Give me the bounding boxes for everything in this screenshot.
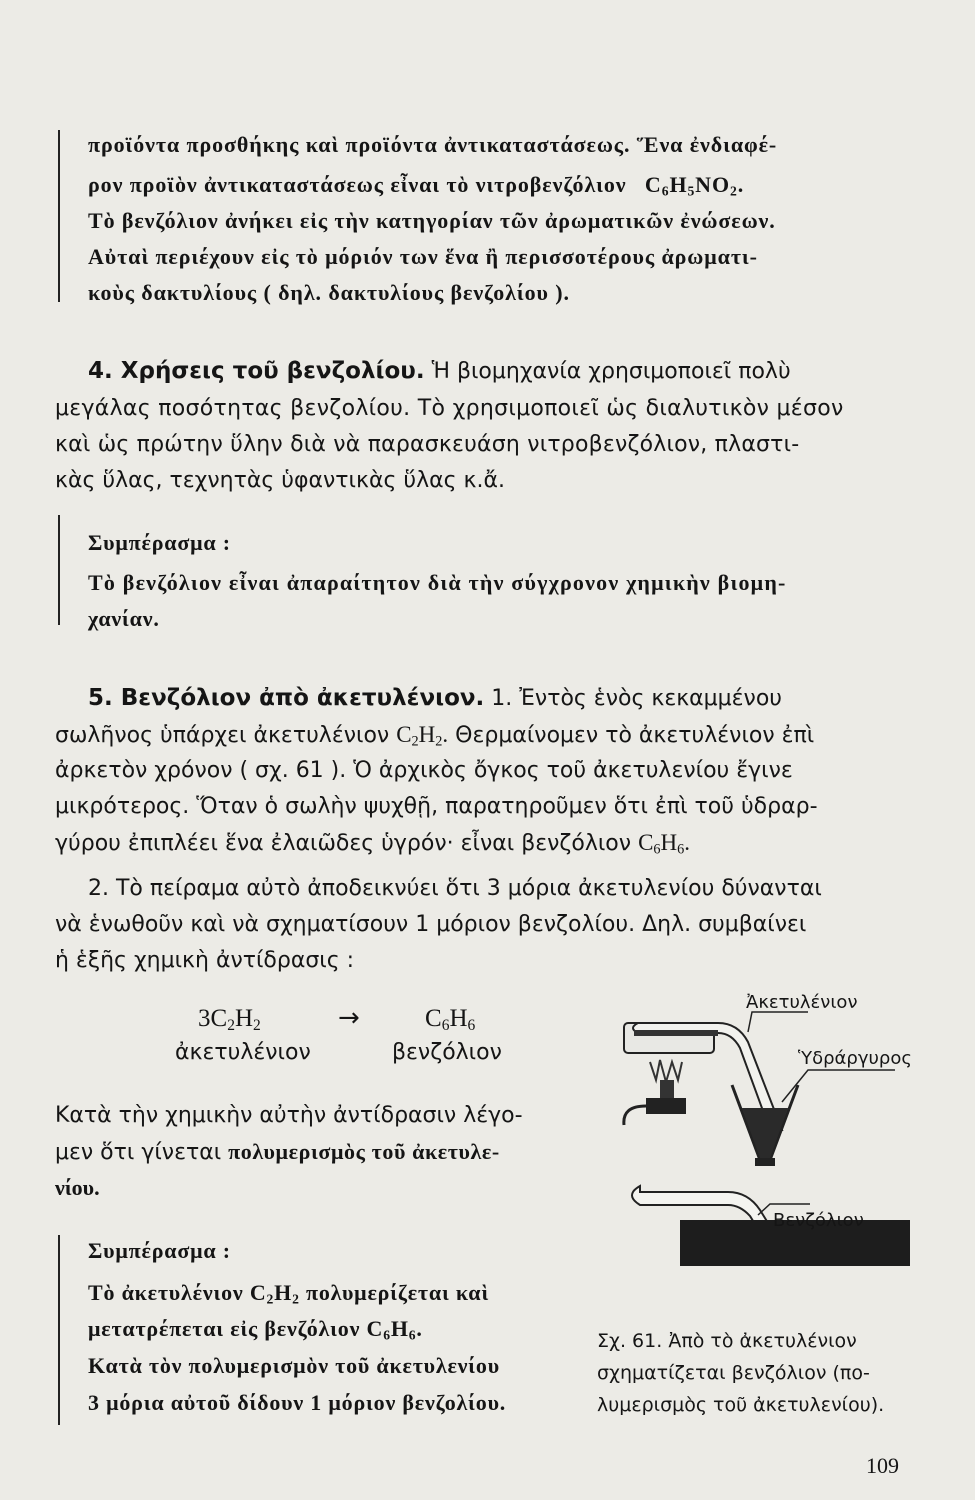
tube-body-dark <box>634 1030 718 1036</box>
conclusion1-line-1: Τὸ βενζόλιον εἶναι ἀπαραίτητον διὰ τὴν σύγχρονον χημικὴν βιομη- <box>88 570 787 595</box>
margin-bar-1 <box>58 130 60 302</box>
para1-line-4: Αὐταὶ περιέχουν εἰς τὸ μόριόν των ἕνα ἢ περισσοτέρους ἀρωματι- <box>88 244 758 269</box>
figure-caption-line-3: λυμερισμὸς τοῦ ἀκετυλενίου). <box>597 1394 885 1416</box>
acetylene-formula: $C_2H_2$. <box>396 722 449 750</box>
para1-line-2 <box>88 172 744 198</box>
nitrobenzene-formula: $C_6H_5NO_2$. <box>644 172 745 199</box>
burner-pipe <box>624 1106 646 1125</box>
conclusion2-line-3: Κατὰ τὸν πολυμερισμὸν τοῦ ἀκετυλενίου <box>88 1353 500 1378</box>
flame <box>650 1060 682 1082</box>
figure-caption-line-1: Σχ. 61. Ἀπὸ τὸ ἀκετυλένιον <box>597 1330 857 1352</box>
margin-bar-2 <box>58 515 60 625</box>
burner-base <box>646 1098 686 1114</box>
conclusion1-line-2: χανίαν. <box>88 606 160 631</box>
section4-line-4: κὰς ὕλας, τεχνητὰς ὑφαντικὰς ὕλας κ.ἄ. <box>55 468 505 493</box>
leader-acetylene <box>748 1012 808 1032</box>
page-number: 109 <box>866 1453 899 1478</box>
para1-line-2-text: ρον προϊὸν ἀντικαταστάσεως εἶναι τὸ νιτροβενζόλιον <box>88 172 627 197</box>
para1-line-5: κοὺς δακτυλίους ( δηλ. δακτυλίους βενζολίου ). <box>88 280 570 305</box>
label-benzene: Βενζόλιον <box>773 1210 864 1231</box>
section5-line-1-text: 1. Ἐντὸς ἑνὸς κεκαμμένου <box>491 686 783 711</box>
conclusion2-line-2-text: μετατρέπεται εἰς βενζόλιον <box>88 1316 361 1341</box>
conclusion2-line-1 <box>88 1280 489 1306</box>
section5-p2-line-1: 2. Τὸ πείραμα αὐτὸ ἀποδεικνύει ὅτι 3 μόρια ἀκετυλενίου δύνανται <box>88 876 822 901</box>
burner-top <box>660 1080 674 1098</box>
conclusion1-label: Συμπέρασμα : <box>88 530 231 555</box>
section4-line-2: μεγάλας ποσότητας βενζολίου. Τὸ χρησιμοποιεῖ ὡς διαλυτικὸν μέσον <box>55 396 844 421</box>
reaction-right-label: βενζόλιον <box>392 1040 502 1065</box>
polymer-line-1: Κατὰ τὴν χημικὴν αὐτὴν ἀντίδρασιν λέγο- <box>55 1103 523 1128</box>
label-acetylene: Ἀκετυλένιον <box>746 992 858 1013</box>
figure-61-illustration <box>610 990 910 1270</box>
figure-caption-line-2: σχηματίζεται βενζόλιον (πο- <box>597 1362 870 1384</box>
section4-line-1 <box>88 358 791 384</box>
conclusion2-label: Συμπέρασμα : <box>88 1238 231 1263</box>
benzene-formula-inline: $C_6H_6$. <box>638 830 691 858</box>
polymer-line-2 <box>55 1139 500 1165</box>
section5-line-5 <box>55 830 690 856</box>
section5-line-2 <box>55 722 814 748</box>
reaction-left-label: ἀκετυλένιον <box>175 1040 311 1065</box>
section5-line-2-b: Θερμαίνομεν τὸ ἀκετυλένιον ἐπὶ <box>455 723 815 748</box>
label-mercury: Ὑδράργυρος <box>798 1048 912 1069</box>
conclusion2-line-1-a: Τὸ ἀκετυλένιον <box>88 1280 244 1305</box>
conclusion2-line-4: 3 μόρια αὐτοῦ δίδουν 1 μόριον βενζολίου. <box>88 1390 507 1415</box>
section5-line-4: μικρότερος. Ὅταν ὁ σωλὴν ψυχθῇ, παρατηροῦμεν ὅτι ἐπὶ τοῦ ὑδραρ- <box>55 794 818 819</box>
section5-line-1 <box>88 685 782 711</box>
para1-line-3: Τὸ βενζόλιον ἀνήκει εἰς τὴν κατηγορίαν τῶν ἀρωματικῶν ἐνώσεων. <box>88 208 776 233</box>
margin-bar-3 <box>58 1235 60 1425</box>
conclusion2-acetylene-formula: $C_2H_2$ <box>249 1280 300 1307</box>
section4-line-1-text: Ἡ βιομηχανία χρησιμοποιεῖ πολὺ <box>431 359 791 384</box>
polymer-line-3: νίου. <box>55 1175 100 1200</box>
conclusion2-line-2 <box>88 1316 423 1342</box>
reaction-left-formula: $3C_2H_2$ <box>198 1005 261 1034</box>
section5-p2-line-2: νὰ ἑνωθοῦν καὶ νὰ σχηματίσουν 1 μόριον βενζολίου. Δηλ. συμβαίνει <box>55 912 807 937</box>
section5-heading: 5. Βενζόλιον ἀπὸ ἀκετυλένιον. <box>88 685 485 711</box>
section5-p2-line-3: ἡ ἑξῆς χημικὴ ἀντίδρασις : <box>55 948 355 973</box>
section4-heading: 4. Χρήσεις τοῦ βενζολίου. <box>88 358 425 384</box>
section5-line-2-a: σωλῆνος ὑπάρχει ἀκετυλένιον <box>55 723 390 748</box>
section4-line-3: καὶ ὡς πρώτην ὕλην διὰ νὰ παρασκευάση νιτροβενζόλιον, πλαστι- <box>55 432 800 457</box>
para1-line-1: προϊόντα προσθήκης καὶ προϊόντα ἀντικαταστάσεως. Ἕνα ἐνδιαφέ- <box>88 132 778 157</box>
conclusion2-line-1-b: πολυμερίζεται καὶ <box>306 1280 489 1305</box>
section5-line-3: ἀρκετὸν χρόνον ( σχ. 61 ). Ὁ ἀρχικὸς ὄγκος τοῦ ἀκετυλενίου ἔγινε <box>55 758 793 783</box>
polymer-line-2-a: μεν ὅτι γίνεται <box>55 1140 222 1165</box>
section5-line-5-a: γύρου ἐπιπλέει ἕνα ἐλαιῶδες ὑγρόν· εἶναι βενζόλιον <box>55 831 632 856</box>
conclusion2-benzene-formula: $C_6H_6$. <box>366 1316 423 1343</box>
reaction-arrow: → <box>338 1003 360 1033</box>
reaction-right-formula: $C_6H_6$ <box>425 1005 476 1034</box>
polymer-line-2-b: πολυμερισμὸς τοῦ ἀκετυλε- <box>228 1139 500 1164</box>
beaker-stand <box>755 1158 775 1166</box>
